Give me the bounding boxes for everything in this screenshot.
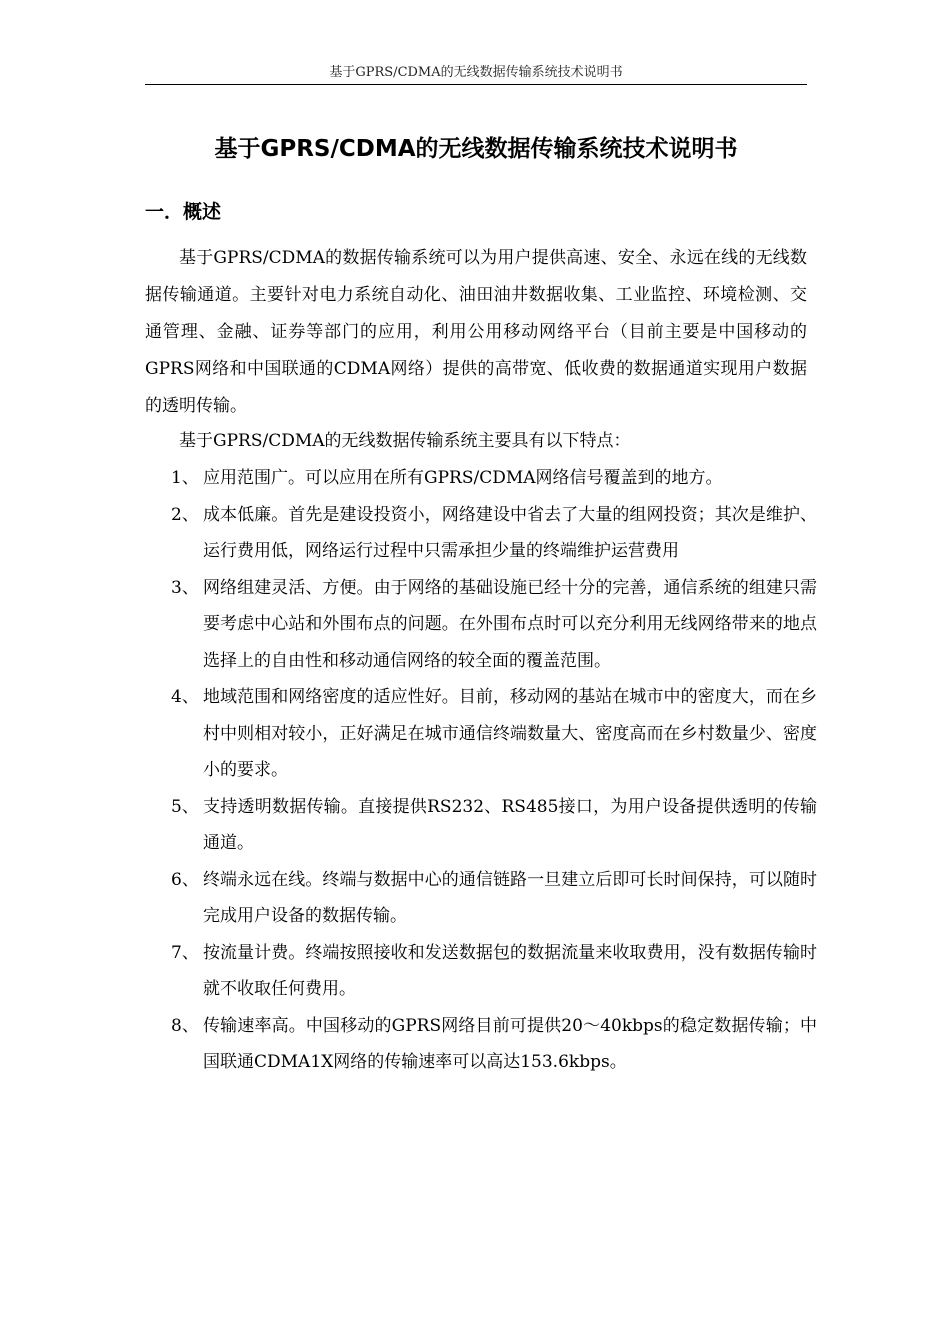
- list-item-number: 8、: [171, 1015, 199, 1036]
- list-item: [145, 935, 817, 1008]
- list-item-text: 地域范围和网络密度的适应性好。目前，移动网的基站在城市中的密度大，而在乡村中则相对较小，正好满足在城市通信终端数量大、密度高而在乡村数量少、密度小的要求。: [203, 687, 817, 780]
- list-item: [145, 1008, 817, 1081]
- list-item-number: 4、: [171, 687, 199, 707]
- list-item-text: 网络组建灵活、方便。由于网络的基础设施已经十分的完善，通信系统的组建只需要考虑中心站和外围布点的问题。在外围布点时可以充分利用无线网络带来的地点选择上的自由性和移动通信网络的较全面的覆盖范围。: [203, 577, 817, 671]
- list-item-text: 终端永远在线。终端与数据中心的通信链路一旦建立后即可长时间保持，可以随时完成用户设备的数据传输。: [203, 869, 817, 926]
- overview-paragraph: 基于GPRS/CDMA的数据传输系统可以为用户提供高速、安全、永远在线的无线数据传输通道。主要针对电力系统自动化、油田油井数据收集、工业监控、环境检测、交通管理、金融、证券等部门的应用，利用公用移动网络平台（目前主要是中国移动的GPRS网络和中国联通的CDMA网络）提供的高带宽、低收费的数据通道实现用户数据的透明传输。: [145, 248, 807, 416]
- features-intro-paragraph: 基于GPRS/CDMA的无线数据传输系统主要具有以下特点：: [179, 431, 631, 451]
- list-item: [145, 789, 817, 862]
- document-title: 基于GPRS/CDMA的无线数据传输系统技术说明书: [214, 136, 738, 162]
- list-item-text: 支持透明数据传输。直接提供RS232、RS485接口，为用户设备提供透明的传输通道。: [203, 796, 817, 853]
- list-item: [145, 570, 817, 680]
- header-divider: [145, 84, 807, 85]
- feature-list: [145, 460, 817, 1081]
- list-item-text: 应用范围广。可以应用在所有GPRS/CDMA网络信号覆盖到的地方。: [203, 468, 723, 488]
- section-heading-overview: 一．概述: [145, 201, 222, 223]
- list-item-number: 2、: [171, 504, 199, 525]
- list-item: [145, 497, 817, 570]
- list-item-text: 按流量计费。终端按照接收和发送数据包的数据流量来收取费用，没有数据传输时就不收取任何费用。: [203, 942, 817, 999]
- list-item-number: 5、: [171, 796, 199, 817]
- list-item: [145, 460, 817, 497]
- list-item: [145, 862, 817, 935]
- list-item-number: 6、: [171, 869, 199, 890]
- list-item-text: 成本低廉。首先是建设投资小，网络建设中省去了大量的组网投资；其次是维护、运行费用低，网络运行过程中只需承担少量的终端维护运营费用: [203, 504, 817, 561]
- list-item-number: 1、: [171, 468, 199, 488]
- list-item-text: 传输速率高。中国移动的GPRS网络目前可提供20～40kbps的稳定数据传输；中国联通CDMA1X网络的传输速率可以高达153.6kbps。: [203, 1015, 817, 1072]
- list-item: [145, 679, 817, 789]
- running-header: 基于GPRS/CDMA的无线数据传输系统技术说明书: [329, 65, 623, 80]
- list-item-number: 7、: [171, 942, 199, 963]
- list-item-number: 3、: [171, 577, 199, 598]
